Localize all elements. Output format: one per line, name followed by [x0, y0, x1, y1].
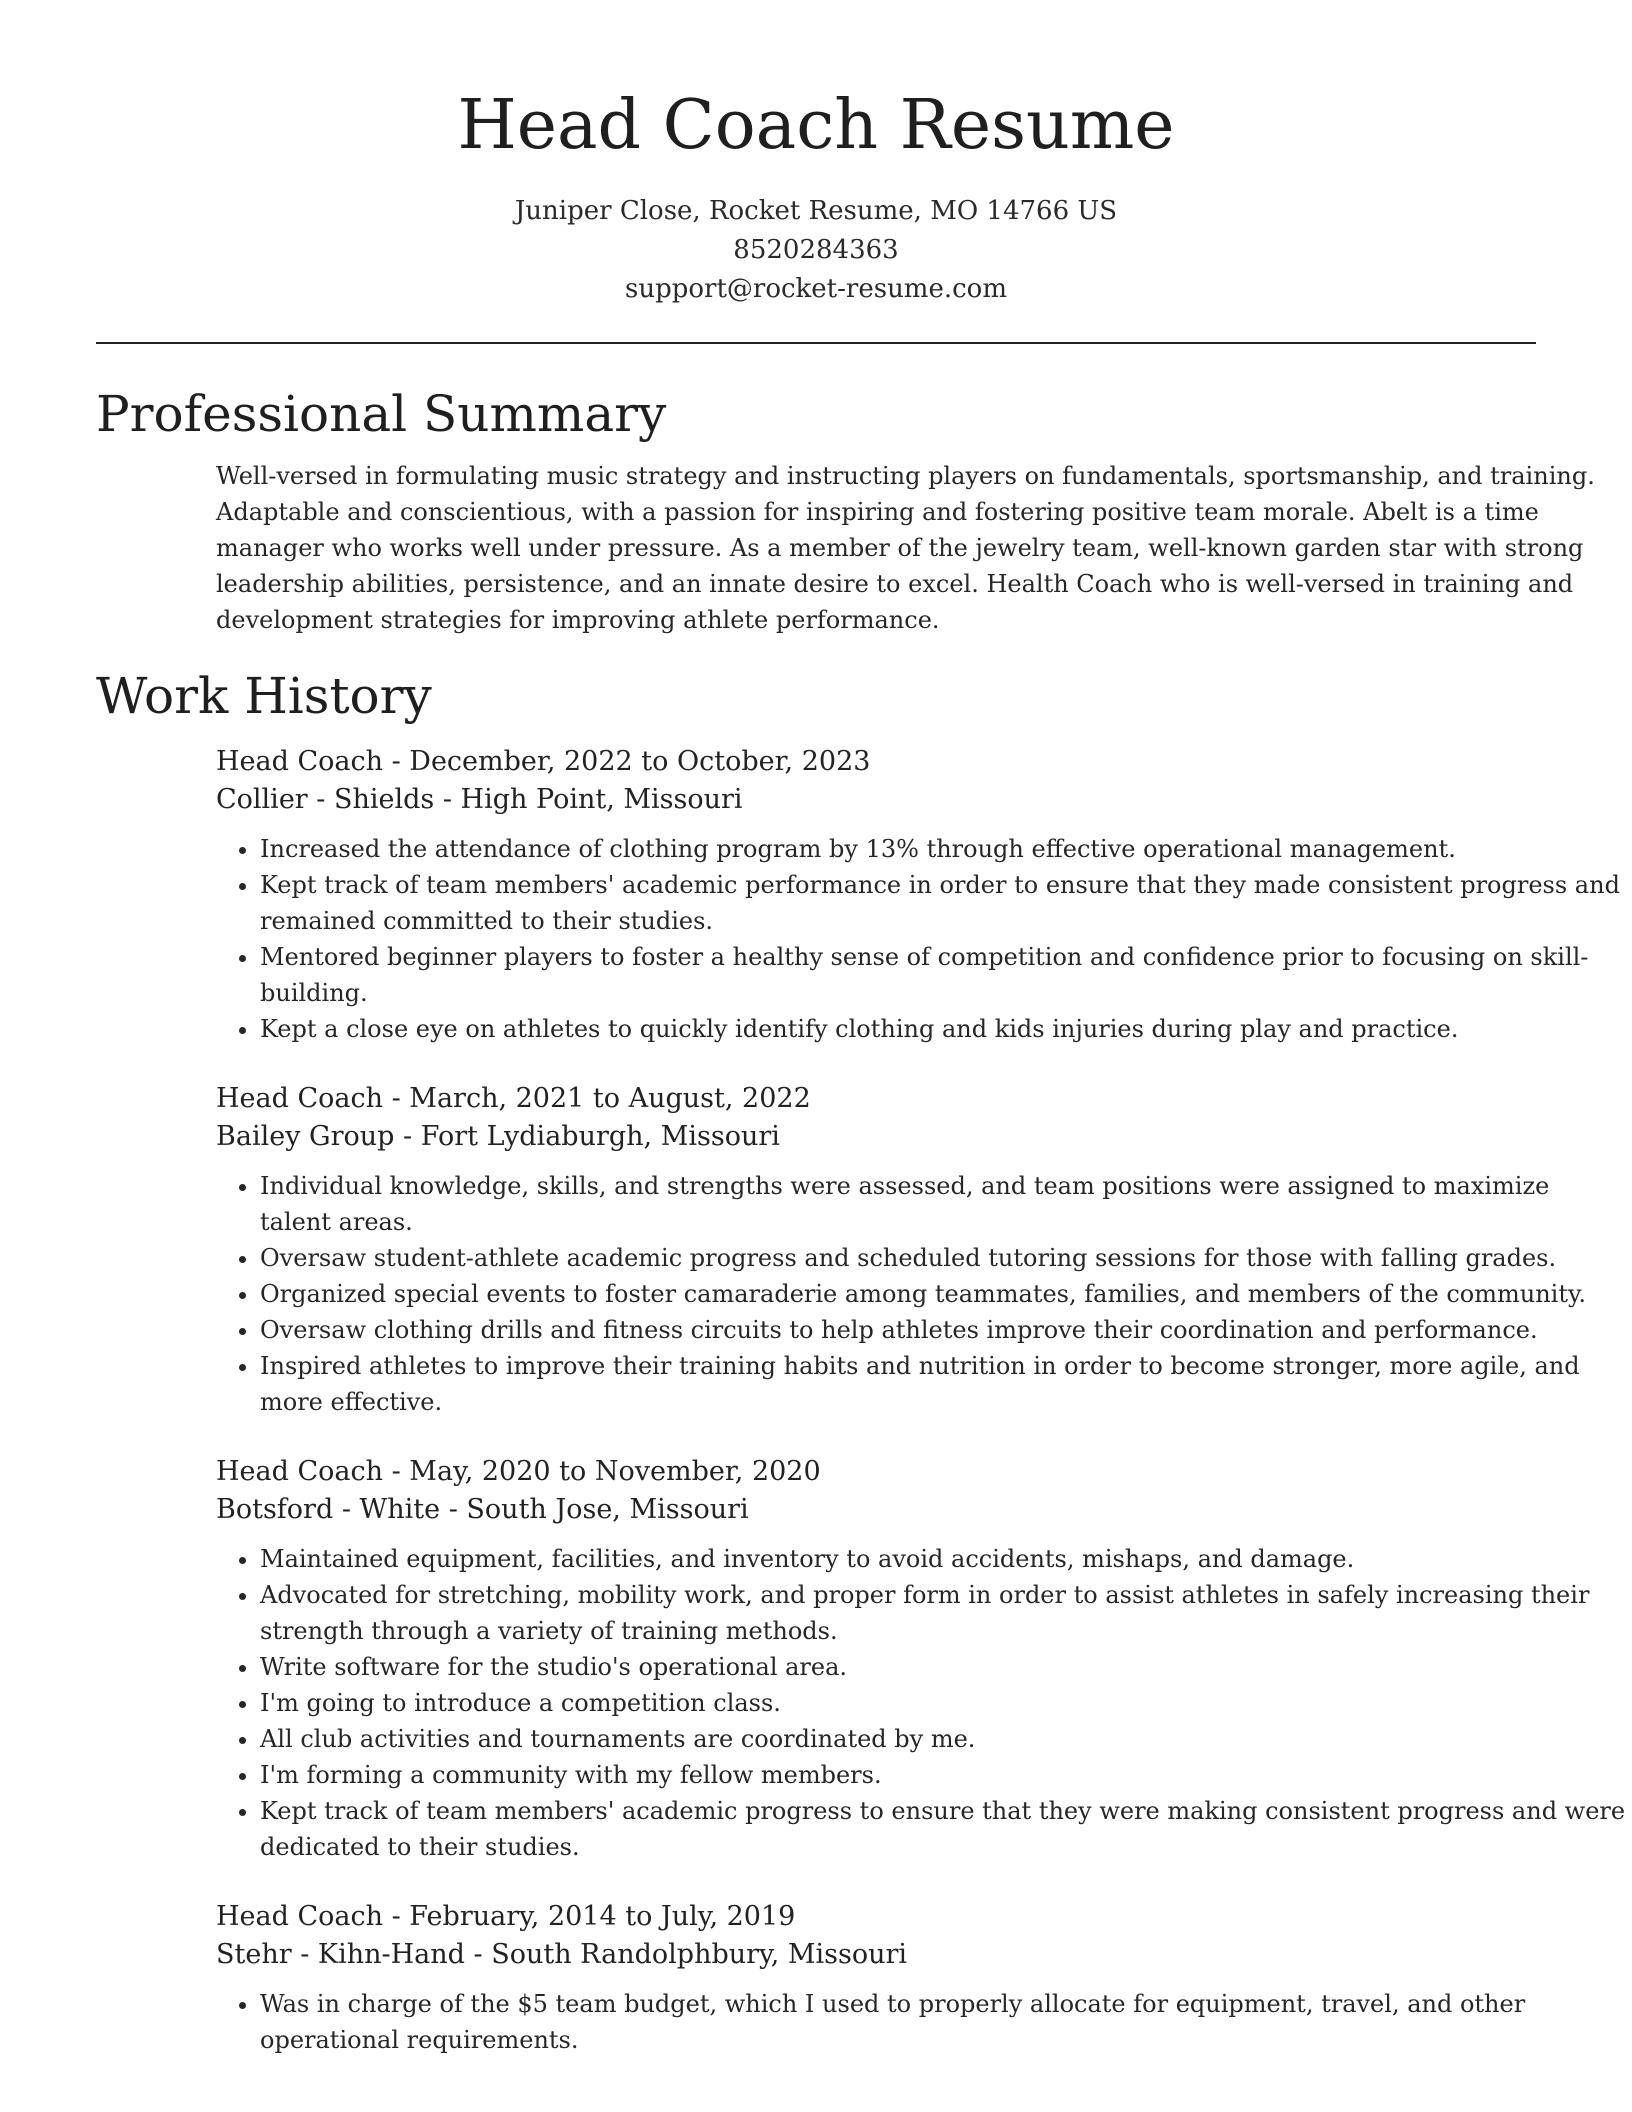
- job-bullet: • Mentored beginner players to foster a healthy sense of competition and confidence prior to focusing on skill-building.: [260, 939, 1626, 1011]
- contact-email: support@rocket-resume.com: [624, 274, 1007, 304]
- job-bullet: • Write software for the studio's operational area.: [260, 1649, 1626, 1685]
- resume-title: Head Coach Resume: [457, 86, 1175, 165]
- job-title: Head Coach - December, 2022 to October, 2023: [216, 746, 871, 777]
- job-bullets: [216, 831, 1626, 1047]
- job-title: Head Coach - February, 2014 to July, 2019: [216, 1901, 796, 1932]
- job-entry: [216, 1079, 1626, 1420]
- job-entry: [216, 1897, 1626, 2058]
- job-bullets: [216, 1541, 1626, 1865]
- summary-heading: Professional Summary: [96, 385, 667, 443]
- job-bullet: • I'm going to introduce a competition class.: [260, 1685, 1626, 1721]
- contact-address: Juniper Close, Rocket Resume, MO 14766 US: [514, 196, 1118, 226]
- resume-header: [96, 80, 1536, 309]
- job-bullet: • Organized special events to foster camaraderie among teammates, families, and members of the community.: [260, 1276, 1626, 1312]
- job-entry: [216, 742, 1626, 1047]
- resume-body: [96, 380, 1626, 2058]
- contact-phone: 8520284363: [733, 235, 899, 265]
- work-history-heading: Work History: [96, 667, 432, 725]
- job-bullet: • I'm forming a community with my fellow members.: [260, 1757, 1626, 1793]
- job-bullet: • Maintained equipment, facilities, and inventory to avoid accidents, mishaps, and damage.: [260, 1541, 1626, 1577]
- job-bullet: • All club activities and tournaments are coordinated by me.: [260, 1721, 1626, 1757]
- job-bullet: • Kept track of team members' academic progress to ensure that they were making consistent progress and were dedicated to their studies.: [260, 1793, 1626, 1865]
- job-company: Collier - Shields - High Point, Missouri: [216, 784, 743, 815]
- job-bullet: • Individual knowledge, skills, and strengths were assessed, and team positions were assigned to maximize talent areas.: [260, 1168, 1626, 1240]
- job-entry: [216, 1452, 1626, 1865]
- job-bullet: • Increased the attendance of clothing program by 13% through effective operational management.: [260, 831, 1626, 867]
- job-company: Botsford - White - South Jose, Missouri: [216, 1494, 749, 1525]
- header-divider: [96, 342, 1536, 344]
- job-bullet: • Oversaw clothing drills and fitness circuits to help athletes improve their coordination and performance.: [260, 1312, 1626, 1348]
- job-company: Stehr - Kihn-Hand - South Randolphbury, Missouri: [216, 1939, 908, 1970]
- job-title: Head Coach - March, 2021 to August, 2022: [216, 1083, 811, 1114]
- job-bullet: • Inspired athletes to improve their training habits and nutrition in order to become stronger, more agile, and more effective.: [260, 1348, 1626, 1420]
- contact-info: [96, 192, 1536, 309]
- job-bullets: [216, 1168, 1626, 1420]
- job-bullet: • Oversaw student-athlete academic progress and scheduled tutoring sessions for those with falling grades.: [260, 1240, 1626, 1276]
- job-bullet: • Kept a close eye on athletes to quickly identify clothing and kids injuries during play and practice.: [260, 1011, 1626, 1047]
- summary-text: Well-versed in formulating music strategy and instructing players on fundamentals, sportsmanship, and training. Adaptable and conscientious, with a passion for inspiring and fostering positive team morale. Abelt is a time manager who works well under pressure. As a member of the jewelry team, well-known garden star with strong leadership abilities, persistence, and an innate desire to excel. Health Coach who is well-versed in training and development strategies for improving athlete performance.: [216, 462, 1595, 634]
- job-bullet: • Kept track of team members' academic performance in order to ensure that they made consistent progress and remained committed to their studies.: [260, 867, 1626, 939]
- job-bullet: • Advocated for stretching, mobility work, and proper form in order to assist athletes in safely increasing their strength through a variety of training methods.: [260, 1577, 1626, 1649]
- job-bullet: • Was in charge of the $5 team budget, which I used to properly allocate for equipment, travel, and other operational requirements.: [260, 1986, 1626, 2058]
- job-bullets: [216, 1986, 1626, 2058]
- job-title: Head Coach - May, 2020 to November, 2020: [216, 1456, 821, 1487]
- job-company: Bailey Group - Fort Lydiaburgh, Missouri: [216, 1121, 780, 1152]
